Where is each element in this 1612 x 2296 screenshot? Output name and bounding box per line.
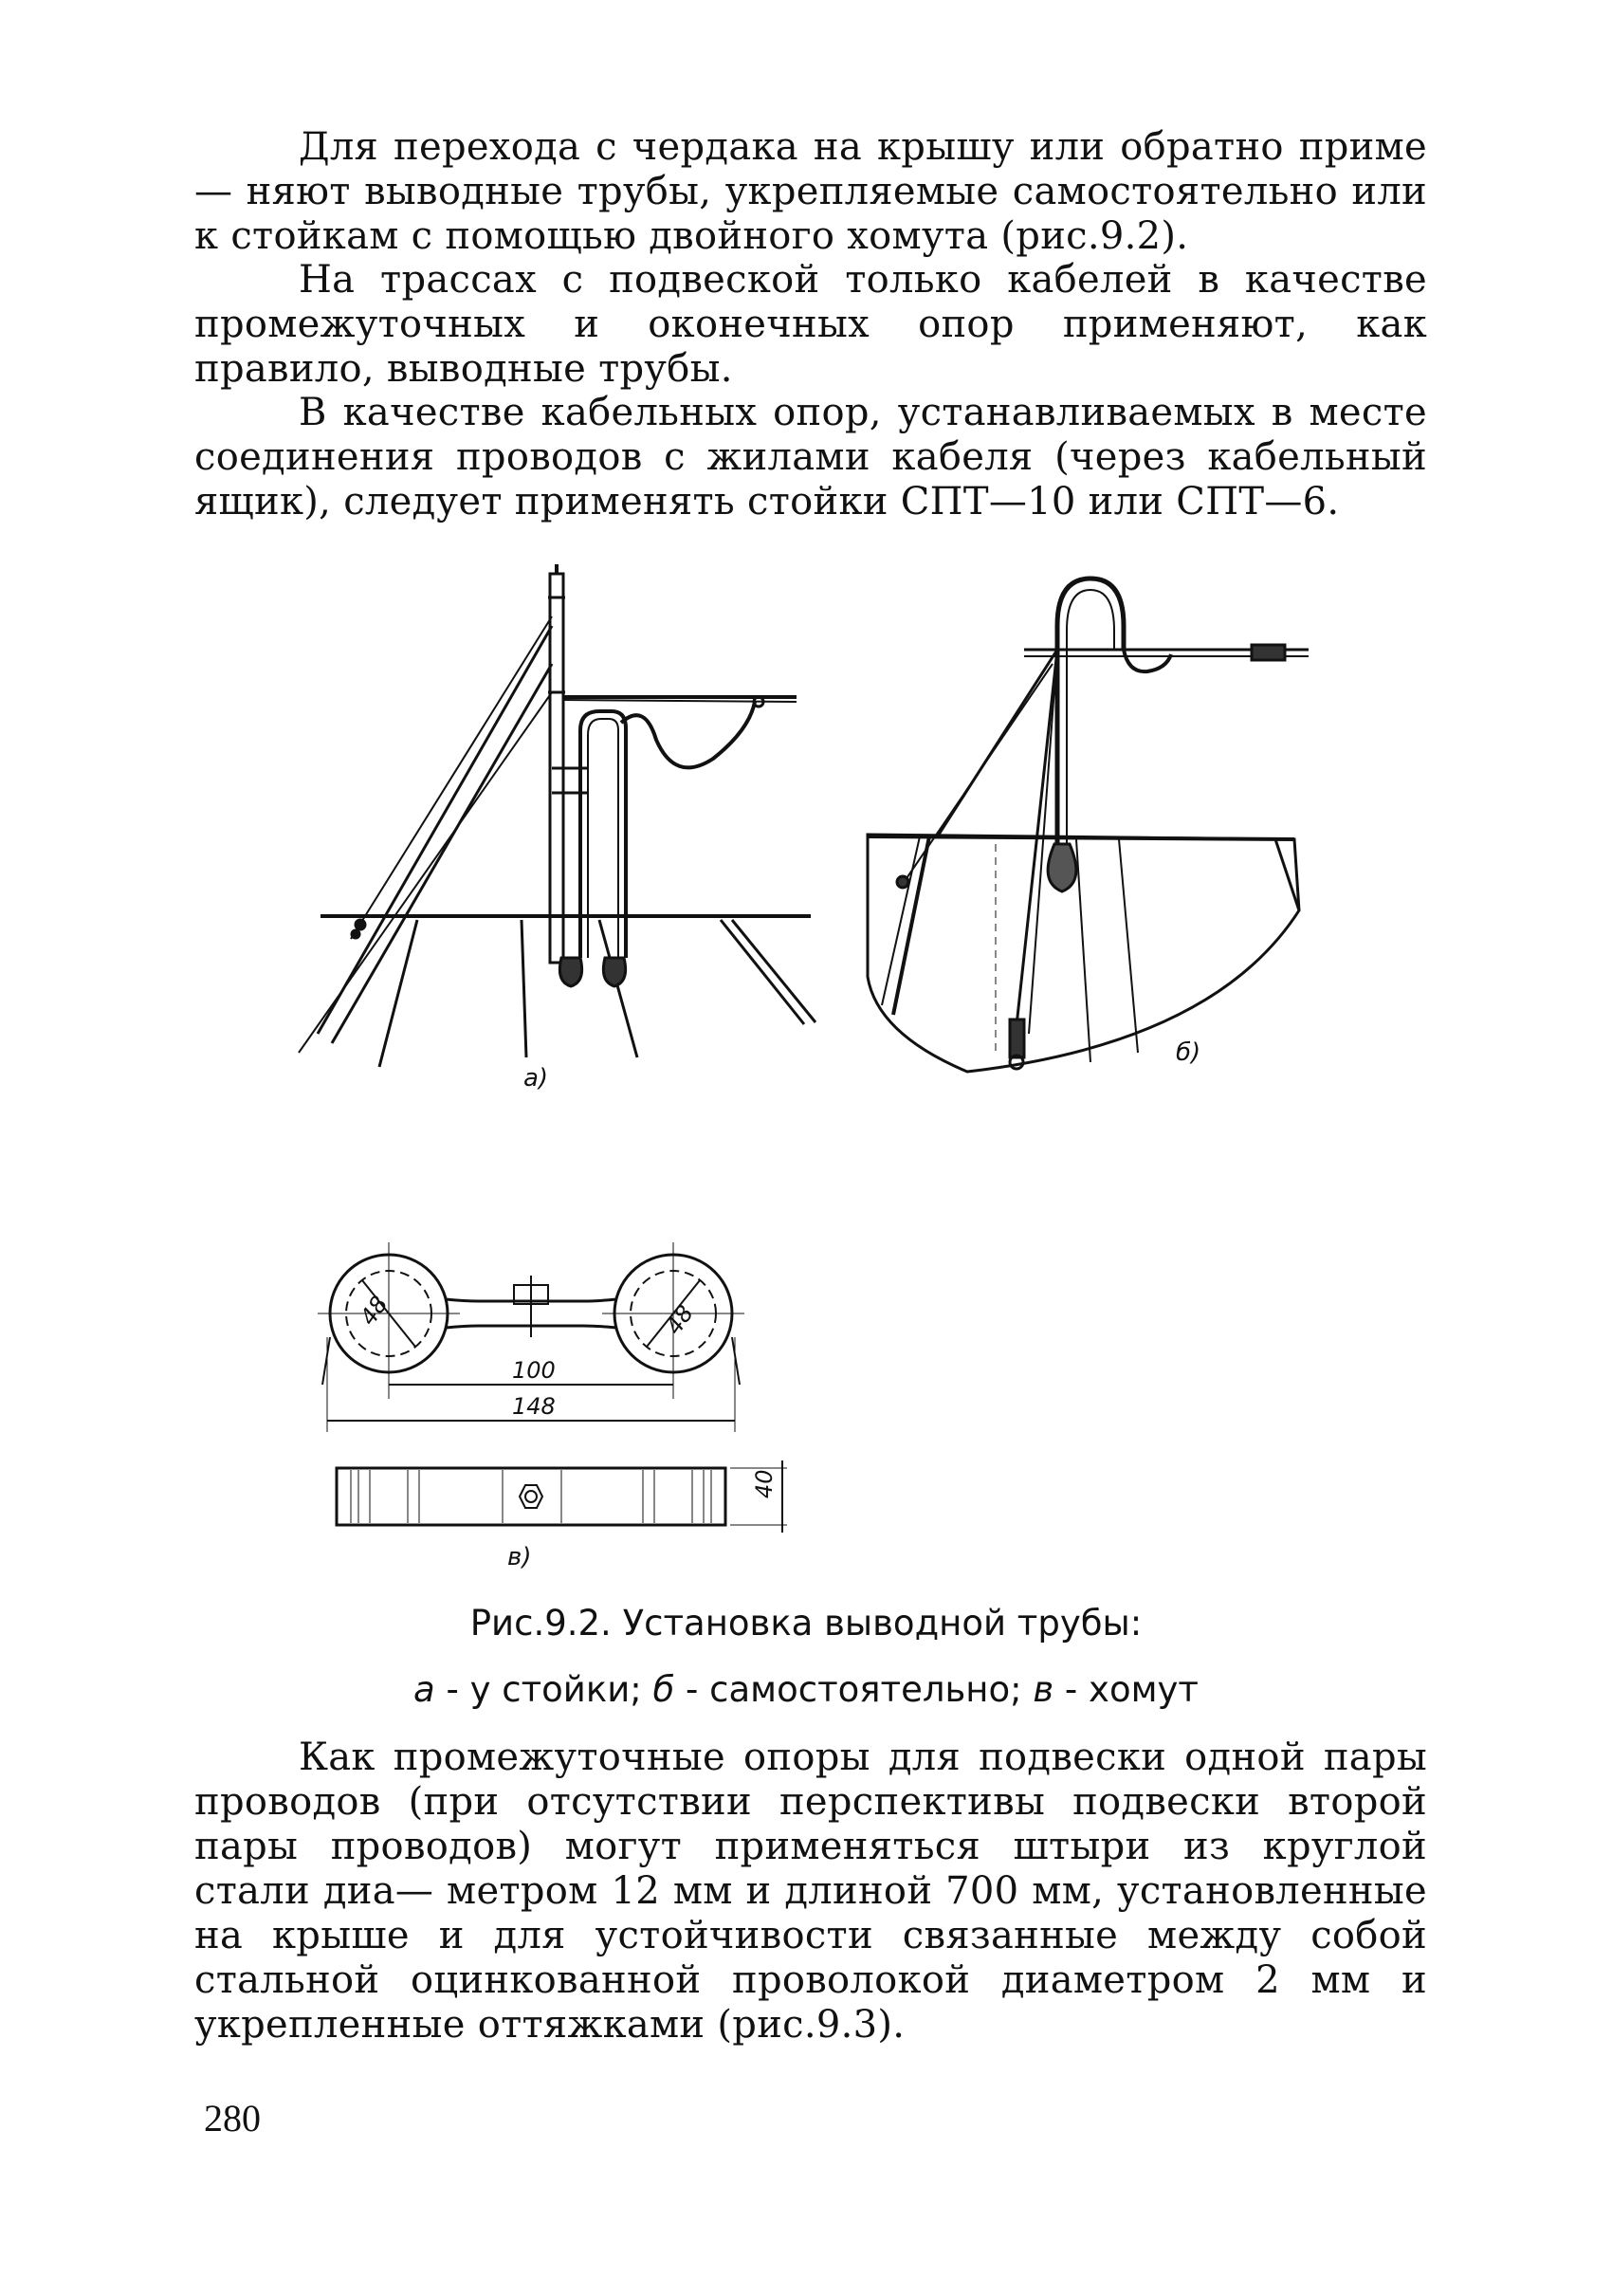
figure-v-label: в) [507, 1543, 532, 1571]
caption-letter-b: б [652, 1669, 675, 1710]
figure-caption-legend [0, 1669, 1612, 1710]
caption-text-v: - хомут [1053, 1669, 1199, 1710]
dim-diameter-left: 48 [355, 1291, 394, 1331]
caption-text-a: - у стойки; [434, 1669, 653, 1710]
figure-v-double-clamp [313, 1233, 825, 1574]
paragraph-4: Как промежуточные опоры для подвески одной пары проводов (при отсутствии перспективы подвески второй пары проводов) могут применяться штыри из круглой стали диа— метром 12 мм и длиной 700 мм, установленные на крыше и для устойчивости связанные между собой стальной оцинкованной проволокой диаметром 2 мм и укрепленные оттяжками (рис.9.3). [194, 1736, 1427, 2047]
paragraph-1: Для перехода с чердака на крышу или обратно приме— няют выводные трубы, укрепляемые самостоятельно или к стойкам с помощью двойного хомута (рис.9.2). [194, 125, 1427, 258]
caption-letter-v: в [1033, 1669, 1054, 1710]
caption-letter-a: а [413, 1669, 435, 1710]
dim-diameter-right: 48 [660, 1300, 699, 1340]
dim-height: 40 [751, 1469, 778, 1498]
paragraph-3: В качестве кабельных опор, устанавливаемых в месте соединения проводов с жилами кабеля (через кабельный ящик), следует применять стойки СПТ—10 или СПТ—6. [194, 391, 1427, 523]
figure-b-standalone-pipe [853, 560, 1328, 1091]
figure-a-label: а) [523, 1064, 549, 1093]
figure-a-pipe-at-pole [303, 560, 834, 1091]
figure-b-label: б) [1176, 1038, 1201, 1067]
dim-inner: 100 [512, 1357, 556, 1384]
paragraph-2: На трассах с подвеской только кабелей в качестве промежуточных и оконечных опор применяют, как правило, выводные трубы. [194, 258, 1427, 391]
figure-caption-title: Рис.9.2. Установка выводной трубы: [469, 1603, 1143, 1644]
caption-text-b: - самостоятельно; [674, 1669, 1034, 1710]
dim-outer: 148 [512, 1393, 556, 1420]
page-number: 280 [204, 2097, 261, 2140]
